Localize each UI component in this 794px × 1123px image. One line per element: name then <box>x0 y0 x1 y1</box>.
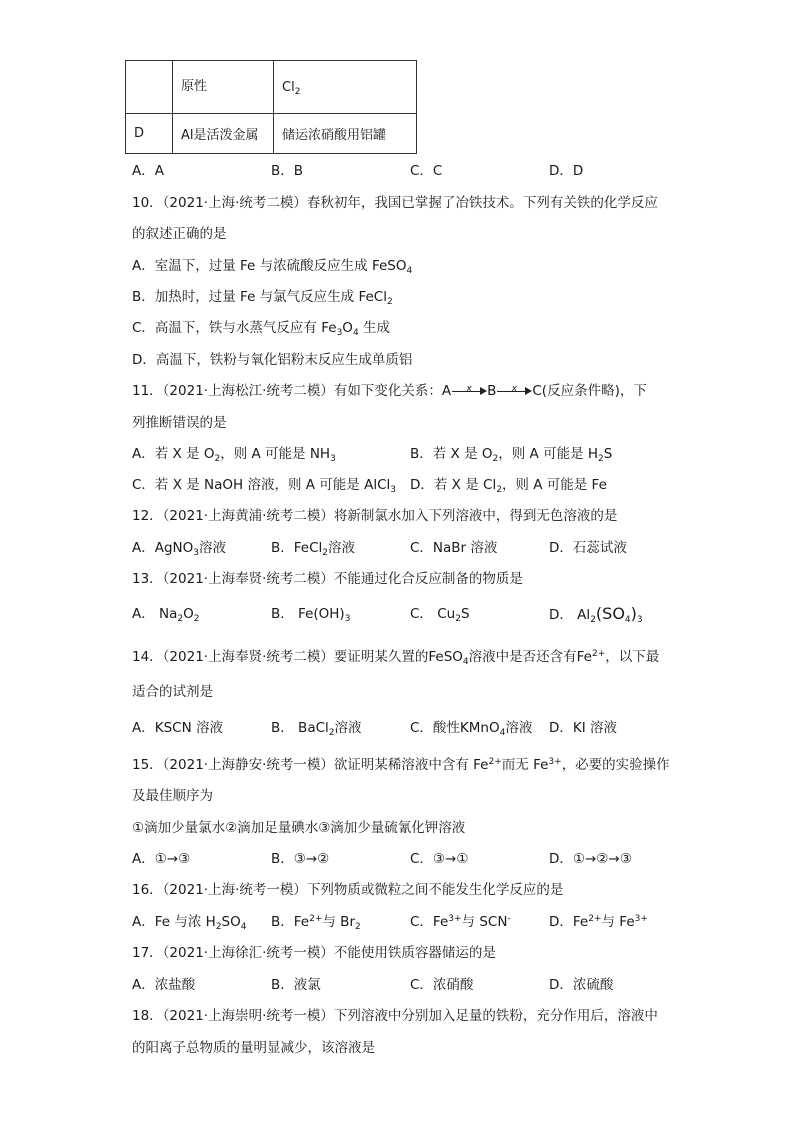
q18-stem: 18．（2021·上海崇明·统考一模）下列溶液中分别加入足量的铁粉，充分作用后，溶液中 <box>132 1008 658 1024</box>
q14-stem: 14．（2021·上海奉贤·统考二模）要证明某久置的FeSO$_4$溶液中是否还含有$Fe^{2+}$，以下最 <box>132 649 660 667</box>
q11-stem-cont: 列推断错误的是 <box>132 415 227 431</box>
q17-option-b: B．液氯 <box>271 977 321 993</box>
q11-option-c: C．若 X 是 NaOH 溶液，则 A 可能是 AlCl$_3$ <box>132 477 396 495</box>
q15-option-b: B．③→② <box>271 851 330 867</box>
q14-option-b: B． BaCl$_2$溶液 <box>271 720 362 738</box>
q11-option-d: D．若 X 是 $Cl_2$，则 A 可能是 Fe <box>410 477 607 495</box>
q16-option-c: C．$Fe^{3+}$与 SCN- <box>410 914 511 930</box>
reaction-arrow-icon: x <box>496 383 532 397</box>
q10-option-a: A．室温下，过量 Fe 与浓硫酸反应生成 FeSO$_4$ <box>132 258 413 276</box>
q10-stem: 10．（2021·上海·统考二模）春秋初年，我国已掌握了冶铁技术。下列有关铁的化学反应 <box>132 195 658 211</box>
q12-stem: 12．（2021·上海黄浦·统考二模）将新制氯水加入下列溶液中，得到无色溶液的是 <box>132 508 618 524</box>
q13-option-b: B． $Fe(OH)_3$ <box>271 606 351 624</box>
q13-option-c: C． $Cu_2S$ <box>410 606 470 624</box>
table-cell: Al是活泼金属 <box>173 114 274 154</box>
q10-option-d: D．高温下，铁粉与氧化铝粉末反应生成单质铝 <box>132 352 413 368</box>
q17-stem: 17．（2021·上海徐汇·统考一模）不能使用铁质容器储运的是 <box>132 945 496 961</box>
q12-option-a: A．AgNO$_3$溶液 <box>132 540 226 558</box>
q12-option-c: C．NaBr 溶液 <box>410 540 498 556</box>
q11-option-a: A．若 X 是 $O_2$，则 A 可能是 $NH_3$ <box>132 446 336 464</box>
table-cell: 储运浓硝酸用铝罐 <box>274 114 417 154</box>
q9-option-a: A．A <box>132 163 164 179</box>
q9-option-c: C．C <box>410 163 443 179</box>
q14-stem-cont: 适合的试剂是 <box>132 684 213 700</box>
table-row <box>126 114 417 154</box>
q9-option-b: B．B <box>271 163 304 179</box>
table-cell <box>126 61 173 114</box>
q12-option-b: B．FeCl$_2$溶液 <box>271 540 356 558</box>
table-row <box>126 61 417 114</box>
q10-option-c: C．高温下，铁与水蒸气反应有 $Fe_3O_4$ 生成 <box>132 320 390 338</box>
q15-stem-cont: 及最佳顺序为 <box>132 788 213 804</box>
answer-table <box>125 60 417 154</box>
q16-stem: 16．（2021·上海·统考一模）下列物质或微粒之间不能发生化学反应的是 <box>132 882 564 898</box>
q14-option-d: D．KI 溶液 <box>549 720 618 736</box>
q17-option-c: C．浓硝酸 <box>410 977 474 993</box>
q14-option-a: A．KSCN 溶液 <box>132 720 223 736</box>
q18-stem-cont: 的阳离子总物质的量明显减少，该溶液是 <box>132 1040 375 1056</box>
q13-option-a: A． $Na_2O_2$ <box>132 606 200 624</box>
q9-option-d: D．D <box>549 163 584 179</box>
table-cell: D <box>126 114 173 154</box>
q15-option-a: A．①→③ <box>132 851 191 867</box>
q16-option-a: A．Fe 与浓 $H_2SO_4$ <box>132 914 247 932</box>
q13-stem: 13．（2021·上海奉贤·统考二模）不能通过化合反应制备的物质是 <box>132 571 523 587</box>
table-cell: 原性 <box>173 61 274 114</box>
q15-stem: 15．（2021·上海静安·统考一模）欲证明某稀溶液中含有 $Fe^{2+}$而无 $Fe^{3+}$，必要的实验操作 <box>132 757 670 773</box>
q17-option-d: D．浓硫酸 <box>549 977 614 993</box>
q15-steps: ①滴加少量氯水②滴加足量碘水③滴加少量硫氰化钾溶液 <box>132 820 466 836</box>
q12-option-d: D．石蕊试液 <box>549 540 627 556</box>
q15-option-c: C．③→① <box>410 851 469 867</box>
q10-stem-cont: 的叙述正确的是 <box>132 226 227 242</box>
q11-stem: 11．（2021·上海松江·统考二模）有如下变化关系：A x B x C(反应条件略)，下 <box>132 383 647 399</box>
q16-option-d: D．$Fe^{2+}$与 $Fe^{3+}$ <box>549 914 648 930</box>
table-cell: $Cl_2$ <box>274 61 417 114</box>
q14-option-c: C．酸性KMnO$_4$溶液 <box>410 720 533 738</box>
q16-option-b: B．$Fe^{2+}$与 $Br_2$ <box>271 914 361 932</box>
q13-option-d: D． $Al_2(SO_4)_3$ <box>549 604 643 625</box>
q17-option-a: A．浓盐酸 <box>132 977 196 993</box>
q10-option-b: B．加热时，过量 Fe 与氯气反应生成 FeCl$_2$ <box>132 289 393 307</box>
reaction-arrow-icon: x <box>451 383 487 397</box>
q15-option-d: D．①→②→③ <box>549 851 632 867</box>
q11-option-b: B．若 X 是 $O_2$，则 A 可能是 $H_2S$ <box>410 446 613 464</box>
